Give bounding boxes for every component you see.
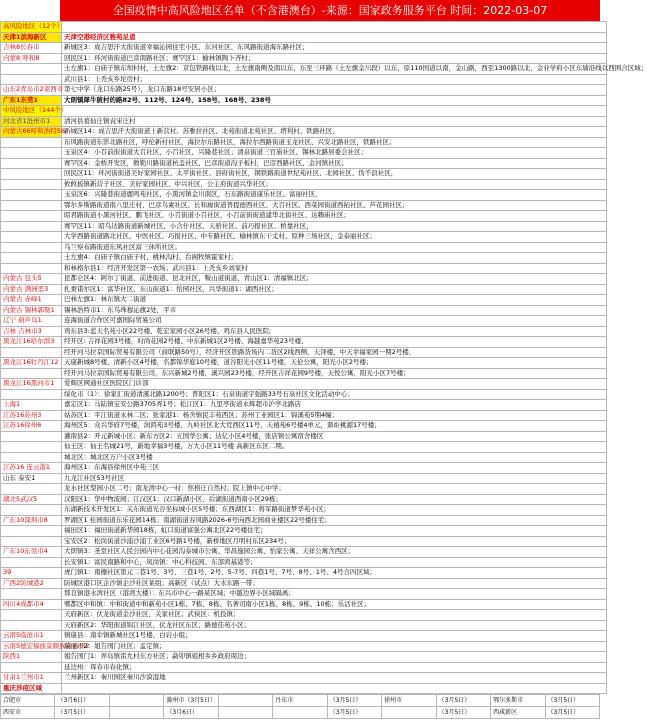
- table-row: [1, 190, 607, 201]
- high-risk-section-header: 高风险地区（12个）: [1, 22, 62, 33]
- bottom-cell: 西安市: [1, 707, 55, 719]
- table-row: [1, 484, 607, 495]
- mid-risk-section-header: 中风险地区（144个）: [1, 106, 62, 117]
- page-title: 全国疫情中高风险地区名单（不含港澳台）-来源：国家政务服务平台 时间：2022-03-07: [60, 0, 600, 21]
- region-cell: [1, 442, 62, 453]
- table-row: [1, 358, 607, 369]
- location-cell: 天府新区：伏龙街道金沙社区，关家社区；武侯区：机投镇；: [62, 610, 607, 621]
- table-row: [1, 284, 607, 295]
- bottom-cell: [218, 695, 272, 707]
- table-row: [1, 179, 607, 190]
- region-cell: [1, 232, 62, 243]
- region-cell: 广东10深圳市8: [1, 515, 62, 526]
- bottom-cell: [109, 707, 163, 719]
- region-cell: 辽宁 葫芦岛1: [1, 316, 62, 327]
- table-row: [1, 137, 607, 148]
- location-cell: 虎门镇1：南栅社区第元二巷1号、3号、三巷1号、2号、5-7号、四巷1号、7号、8号、1号、4号合四区域；: [62, 568, 607, 579]
- table-row: [1, 463, 607, 474]
- location-cell: 那良镇港水湾社区（港湾大楼）：东兴市中心一路某区域；中越边界小区域隔离；: [62, 589, 607, 600]
- location-cell: 玉泉区4：小召前街街道大召社区、小召社区，兴隆巷社区；清泉街道三官庙社区、锡林北路居委会社区；: [62, 148, 607, 159]
- region-cell: [1, 389, 62, 400]
- table-row: [1, 305, 607, 316]
- location-cell: 瑞丽市2：姐告国门社区；孟定镇；: [62, 641, 607, 652]
- location-cell: 大朗镇3：圣堂社区人民公园内中心花园沟泰城市公寓、华昌逸园公寓、怡家公寓、天祥公寓含西区；: [62, 547, 607, 558]
- table-row: [1, 232, 607, 243]
- bottom-cell: （3月5日）: [327, 707, 381, 719]
- region-cell: 山东 泰安1: [1, 473, 62, 484]
- region-cell: 内蒙古66呼和浩特58: [1, 127, 62, 138]
- table-row: [1, 200, 607, 211]
- region-cell: [1, 431, 62, 442]
- location-cell: 回民区1：环河街街道巴彦南路社区；赛罕区1：榆林镇陶卜齐村；: [62, 53, 607, 64]
- table-row: [1, 242, 607, 253]
- location-cell: 汉阳区1：华中物流园；江汉区1：汉口新湖小区、后湖街道西南小区29栋；: [62, 494, 607, 505]
- bottom-cell: （3月6日）: [164, 707, 218, 719]
- location-cell: 灌南县2：开元新城小区；新东方区2：五国华公寓；达亿小区4号楼，张店镇公寓宿舍楼区: [62, 431, 607, 442]
- table-row: [1, 673, 607, 684]
- table-row: [1, 295, 607, 306]
- region-cell: 上海1: [1, 400, 62, 411]
- region-cell: [1, 179, 62, 190]
- table-row: [1, 22, 607, 33]
- table-row: [1, 547, 607, 558]
- location-cell: 土左旗1：白庙子镇东坝村村，土左旗2：京包铁路线以北，土左旗南侧及南以东，东至三环路（土左旗金川段）以东，原110国道以南，金山路，西至1300路以北，金业学府小区东墙沿线以西围合区域；: [62, 64, 607, 75]
- location-cell: 回民区11：环河街街道美好家园社区、太平街社区、县府街社区，钢铁路街道世纪苑社区、北园社区、伪不浪社区，: [62, 169, 607, 180]
- region-cell: [1, 253, 62, 264]
- bottom-cell: [218, 707, 272, 719]
- region-cell: [1, 137, 62, 148]
- location-cell: 龙水社区梨园小区二号；南龙湾中心一村：焦格庄自然村；院上镇中心中学；: [62, 484, 607, 495]
- table-row: [1, 599, 607, 610]
- table-row: [1, 64, 607, 75]
- region-cell: 广东10东莞市4: [1, 547, 62, 558]
- bottom-cell: 鄂尔多斯市: [491, 695, 545, 707]
- region-cell: 天津1滨海新区: [1, 32, 62, 43]
- location-cell: 长安镇1：富民南路和中心，凤岗镇：中心科技园、东部鸿基港等；: [62, 557, 607, 568]
- location-cell: 武川县1：上秃亥乡坨房村；: [62, 74, 607, 85]
- location-cell: 昭君路街道小黑河社区、鹏飞社区、小召街道小召社区，小召前街街道建华北街社区、达赖庙社区；: [62, 211, 607, 222]
- location-cell: 经开河马拉京国际贸易有限公司（商联路50号），经济开区铁路货场内二货区2线西侧，天泽楼，中天幸福家园一期2号楼、: [62, 347, 607, 358]
- location-cell: 九龙江社区53号社区: [62, 473, 607, 484]
- region-cell: 黑龙江16哈尔滨3: [1, 337, 62, 348]
- table-row: [1, 662, 607, 673]
- location-cell: 东风路街道东影北路社区，呼伦新村社区，海拉尔东路社区，海拉尔西路街道玉龙社区、兴安北路社区，铁路社区；: [62, 137, 607, 148]
- region-cell: 云南5临沧市1: [1, 631, 62, 642]
- location-cell: 大朗镇犀牛陂村的路82号、112号、124号、158号、168号、238号: [62, 95, 607, 106]
- region-cell: [1, 452, 62, 463]
- table-row: [1, 557, 607, 568]
- table-row: [1, 610, 607, 621]
- table-row: [1, 410, 607, 421]
- region-cell: [1, 148, 62, 159]
- region-cell: 广西2防城港2: [1, 578, 62, 589]
- region-cell: [1, 505, 62, 516]
- region-cell: [1, 74, 62, 85]
- location-cell: 扎赉诺尔区1：富华社区、东山街道1：怡园社区、兴华街道1：湖西社区；: [62, 284, 607, 295]
- table-row: [1, 169, 607, 180]
- table-row: [1, 221, 607, 232]
- location-cell: 延边州：珲春市春化镇；: [62, 662, 607, 673]
- region-cell: 黑龙江16黑河市1: [1, 379, 62, 390]
- location-cell: 天府新区2：华阳街道锦江社区，伏龙社区东区；路德佳苑小区；: [62, 620, 607, 631]
- location-cell: 第七中学（龙口东路25号），龙口东路18号安居小区；: [62, 85, 607, 96]
- location-cell: [62, 106, 607, 117]
- region-cell: [1, 169, 62, 180]
- region-cell: 内蒙古 锡林郭勒1: [1, 305, 62, 316]
- location-cell: 镇康县：南伞镇新城社区1号楼、白岩小组；: [62, 631, 607, 642]
- table-row: [1, 589, 607, 600]
- table-row: [1, 326, 607, 337]
- table-row: [1, 400, 607, 411]
- bottom-cell: 西咸新区: [491, 707, 545, 719]
- bottom-cell: （3月5日）: [436, 707, 490, 719]
- bottom-cell: （3月5日）: [55, 707, 109, 719]
- region-cell: 湖北5武汉5: [1, 494, 62, 505]
- bottom-cell: （3月6日）: [55, 695, 109, 707]
- region-cell: [1, 200, 62, 211]
- location-cell: 和林格尔县1：经济开发区第一农场；武川县1：上秃亥乡刘家村: [62, 263, 607, 274]
- bottom-row: [1, 707, 600, 719]
- region-cell: [1, 158, 62, 169]
- region-cell: 江苏16 连云港1: [1, 463, 62, 474]
- region-cell: [1, 190, 62, 201]
- location-cell: 罗湖区1 桂园街道东乐花园14栋；南湖街道春风路2026-6号向西北园商业楼区22号楼住宅；: [62, 515, 607, 526]
- region-cell: 广东1东莞1: [1, 95, 62, 106]
- region-cell: 江苏16徐州6: [1, 421, 62, 432]
- location-cell: 赛罕区11：昭乌达路街道新城社区、小合什社区、天骄社区、前巧报社区、桥靠社区，: [62, 221, 607, 232]
- region-cell: [1, 484, 62, 495]
- location-cell: 仙王区：仙王名城21号，新地幸福3号楼，万大小区11号楼 高新区东区二期。: [62, 442, 607, 453]
- table-row: [1, 389, 607, 400]
- table-row: [1, 347, 607, 358]
- table-row: [1, 683, 607, 694]
- table-row: [1, 536, 607, 547]
- bottom-cell: [273, 707, 327, 719]
- region-cell: 甘肃1兰州市1: [1, 673, 62, 684]
- risk-area-table: [0, 21, 647, 694]
- region-cell: [1, 620, 62, 631]
- region-cell: [1, 662, 62, 673]
- table-row: [1, 526, 607, 537]
- table-row: [1, 421, 607, 432]
- location-cell: 土左旗4：白庙子镇白庙子村、桃林沟村、台阁牧镇霍家村；: [62, 253, 607, 264]
- table-row: [1, 505, 607, 516]
- region-cell: 重庆涉疫区域: [1, 683, 62, 694]
- table-row: [1, 494, 607, 505]
- region-cell: 江苏16苏州3: [1, 410, 62, 421]
- location-cell: 新城区14：成吉思汗大街街道上新营村、苏雅拉社区、北苑街道北苑社区、塔利村、铁路社区，: [62, 127, 607, 138]
- table-row: [1, 211, 607, 222]
- region-cell: 黑龙江16牡丹江12: [1, 358, 62, 369]
- table-row: [1, 652, 607, 663]
- bottom-cell: [382, 707, 436, 719]
- region-cell: 内蒙8 呼和8: [1, 53, 62, 64]
- region-cell: 内蒙古 赤峰1: [1, 295, 62, 306]
- region-cell: 山东2青岛市2莱西市: [1, 85, 62, 96]
- bottom-cell: （3月5日）: [436, 695, 490, 707]
- bottom-cell: （3月5日）: [545, 695, 599, 707]
- bottom-cell: 丹东市: [273, 695, 327, 707]
- table-row: [1, 452, 607, 463]
- table-row: [1, 116, 607, 127]
- location-cell: 乌兰察布路街道东风社区富三休所社区；: [62, 242, 607, 253]
- location-cell: 鸡东县3:蓝天名苑小区22号楼、乾宏家园小区26号楼、鸡东县人民医院;: [62, 326, 607, 337]
- table-row: [1, 74, 607, 85]
- table-row: [1, 106, 607, 117]
- location-cell: 姑苏区1：平江街道永林二区；张家港1：杨舍镇民丰苑西区；苏州工业园区1：锦溪苑5期4幢；: [62, 410, 607, 421]
- location-cell: 爱辉区网通社区医院区门诊部: [62, 379, 607, 390]
- location-cell: 海州区5：众兴华府7号楼，润鸿苑3号楼，九岭社区北大荒西区11号，天禧苑6号楼4单元，鼎炬桃源17号楼；: [62, 421, 607, 432]
- region-cell: 内蒙古 满洲里3: [1, 284, 62, 295]
- table-row: [1, 442, 607, 453]
- bottom-cell: [109, 695, 163, 707]
- region-cell: [1, 211, 62, 222]
- location-cell: 新城区3：成吉思汗大街街道幸福沁园住宅小区、东河社区、东风路街道海东路社区；: [62, 43, 607, 54]
- region-cell: [1, 589, 62, 600]
- location-cell: [62, 683, 607, 694]
- table-row: [1, 148, 607, 159]
- table-row: [1, 337, 607, 348]
- table-row: [1, 32, 607, 43]
- location-cell: 福田区1：福田街道新华园18栋，虹口街道富强公寓北区22号楼住宅；: [62, 526, 607, 537]
- location-cell: 东湖新技术开发区1：关东街道光谷坐标城小区5号楼；东西湖区1：将军路街道梦华苑小区；: [62, 505, 607, 516]
- table-row: [1, 53, 607, 64]
- location-cell: 海州区1：东海县徐州区中苑三区: [62, 463, 607, 474]
- location-cell: 巴林左旗1：林东镇大二街道: [62, 295, 607, 306]
- table-row: [1, 473, 607, 484]
- location-cell: 天津空港经济区雅苑足道: [62, 32, 607, 43]
- region-cell: 39: [1, 568, 62, 579]
- bottom-row: [1, 695, 600, 707]
- bottom-cell: （3月5日）: [545, 707, 599, 719]
- region-cell: 河北省1沧州市1: [1, 116, 62, 127]
- table-row: [1, 43, 607, 54]
- table-row: [1, 631, 607, 642]
- region-cell: 四川4成都市4: [1, 599, 62, 610]
- table-row: [1, 316, 607, 327]
- table-row: [1, 515, 607, 526]
- table-row: [1, 568, 607, 579]
- table-row: [1, 127, 607, 138]
- location-cell: 大学西路街道路北社区，中医社区、巧报社区、中专路社区、榆林镇东干丈村、原种三场社区，金泰丽社区；: [62, 232, 607, 243]
- bottom-table: [0, 694, 600, 719]
- location-cell: 郫都区中和镇：中和街道中和新苑小区1栋、7栋、8栋、名著司南小区1栋、8栋、9栋、10栋；乐活社区；: [62, 599, 607, 610]
- location-cell: [62, 22, 607, 33]
- location-cell: 攸攸板镇新营子社区、美好家园社区、中兴社区，公主府街道兴华社区；: [62, 179, 607, 190]
- region-cell: 陕西1: [1, 652, 62, 663]
- table-row: [1, 578, 607, 589]
- location-cell: 姐告国门1：弄岛镇雷允村东方社区；勐卯镇姐相乡乡政府周边；: [62, 652, 607, 663]
- location-cell: 城北区：城北区万户小区3号楼: [62, 452, 607, 463]
- bottom-cell: 合肥市: [1, 695, 55, 707]
- region-cell: [1, 526, 62, 537]
- location-cell: 宝安区2：松岗街道沙浦沙浦工业区6号路1号楼，新桥地区月明村东区234号；: [62, 536, 607, 547]
- table-row: [1, 95, 607, 106]
- table-row: [1, 431, 607, 442]
- region-cell: [1, 536, 62, 547]
- bottom-cell: 滁州市（3月5日）: [164, 695, 218, 707]
- region-cell: 内蒙古 包头5: [1, 274, 62, 285]
- table-row: [1, 641, 607, 652]
- region-cell: [1, 368, 62, 379]
- bottom-cell: （3月5日）: [327, 695, 381, 707]
- location-cell: 清河县葛仙庄镇袁宋庄村: [62, 116, 607, 127]
- region-cell: [1, 64, 62, 75]
- region-cell: [1, 557, 62, 568]
- location-cell: 连海街道合作区可嘉国际贸易公司: [62, 316, 607, 327]
- location-cell: 兰州新区1：秦川园区秦川沙漠湿地: [62, 673, 607, 684]
- region-cell: 吉林8长春市: [1, 43, 62, 54]
- location-cell: 天康新城8号楼，清新小区4号楼，名都锦华庭10号楼，道谷阳光小区11号楼，天伦公寓，阳光小区2号楼；: [62, 358, 607, 369]
- table-row: [1, 253, 607, 264]
- table-row: [1, 379, 607, 390]
- location-cell: 绥化市（1）：徐家汇街道清溪北路1200号；普陀区1：石泉街道宇强路33号石泉社区文化活动中心；: [62, 389, 607, 400]
- location-cell: 鄂尔多斯路街道南八里庄村、巴彦乌素社区、长和廊街道普提德西社区、大召社区、西菜园街道西拓社区、芦花园社区；: [62, 200, 607, 211]
- region-cell: [1, 610, 62, 621]
- region-cell: [1, 347, 62, 358]
- bottom-cell: 徐州市: [382, 695, 436, 707]
- region-cell: 云南5德宏傣族景颇族自治州2: [1, 641, 62, 652]
- region-cell: [1, 221, 62, 232]
- region-cell: [1, 242, 62, 253]
- location-cell: 赛罕区4：金桥开发区，敕勒川路街道杭盖社区、巴彦街道沟子板村，巴彦西路社区、金河镇社区；: [62, 158, 607, 169]
- region-cell: 吉林 吉林市3: [1, 326, 62, 337]
- location-cell: 锡林浩特市1：东乌珠穆沁旗2处，平市: [62, 305, 607, 316]
- location-cell: 玉泉区6：兴隆巷街道鹿鸣苑社区、小黑河镇金川南区，石东路街道康乐社区、富丽社区，: [62, 190, 607, 201]
- location-cell: 经开河马拉京国际贸易有限公司，东兴新城2号楼，溪兴园23号楼，经开区吉祥花园9号楼，天悦公寓，阳光小区7号楼；: [62, 368, 607, 379]
- location-cell: 防城区港口区企沙镇企沙社区某组；高新区（试点）大水东路一带；: [62, 578, 607, 589]
- table-row: [1, 368, 607, 379]
- table-row: [1, 158, 607, 169]
- location-cell: 昆都仑区4：阿尔丁街道、前进街道、昆北社区、鞍山道街道、青山区1：清福镇北区；: [62, 274, 607, 285]
- region-cell: [1, 263, 62, 274]
- location-cell: 经开区: 吉祥花园3号楼，时尚花园2号楼、中东新城1区2号楼、海越嘉华苑23号楼、: [62, 337, 607, 348]
- table-row: [1, 274, 607, 285]
- location-cell: 嘉定区1：马陆镇宝安公路3705弄1号；松江区1：九里亭街道永辉超市沪亭北路店: [62, 400, 607, 411]
- table-row: [1, 85, 607, 96]
- table-row: [1, 620, 607, 631]
- table-row: [1, 263, 607, 274]
